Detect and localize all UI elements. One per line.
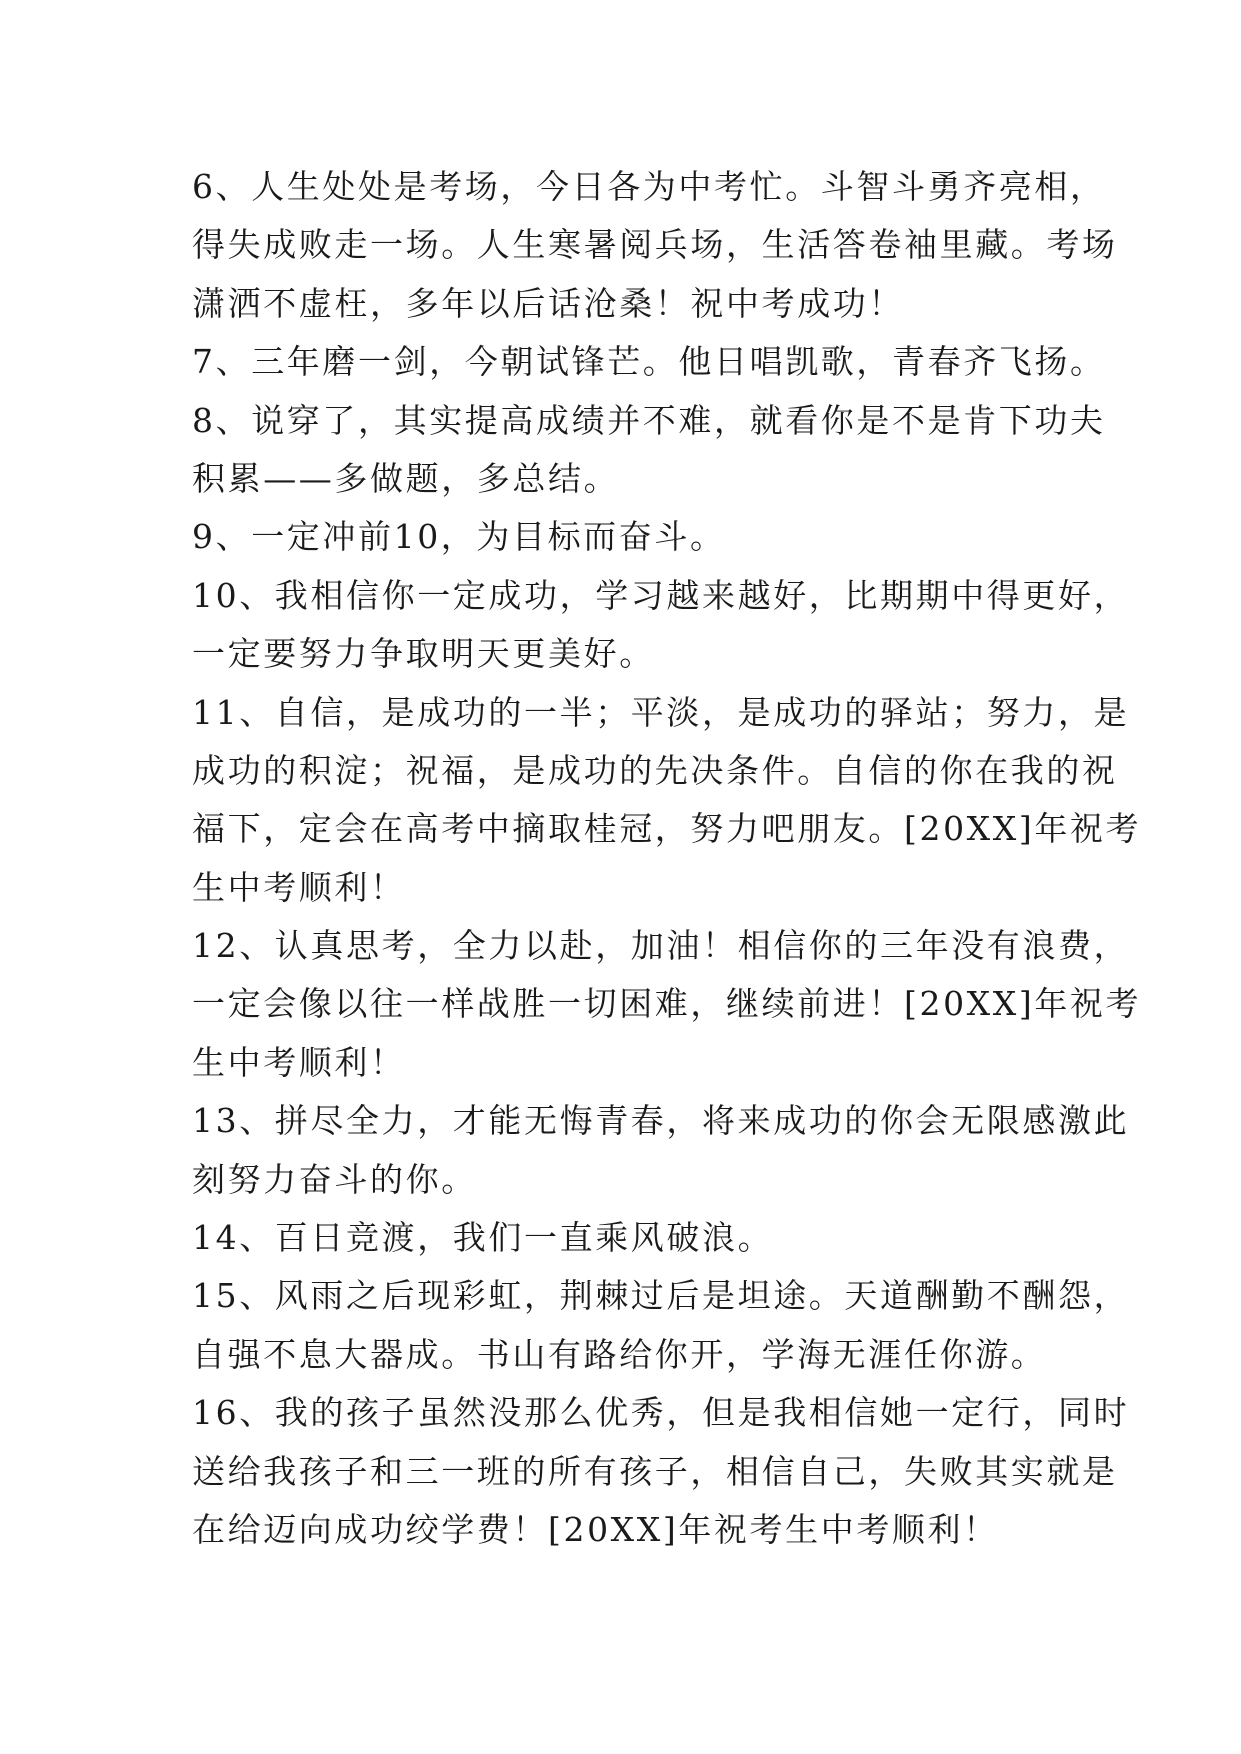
text-line: 一定要努力争取明天更美好。 (192, 634, 655, 674)
text-line: 刻努力奋斗的你。 (192, 1159, 477, 1199)
text-line: 得失成败走一场。人生寒暑阅兵场，生活答卷袖里藏。考场 (192, 225, 1118, 265)
text-line: 潇洒不虚枉，多年以后话沧桑！祝中考成功！ (192, 283, 904, 323)
text-line: 生中考顺利！ (192, 1042, 406, 1082)
document-body (192, 158, 1142, 1559)
text-line: 8、说穿了，其实提高成绩并不难，就看你是不是肯下功夫 (192, 400, 1106, 440)
text-line: 16、我的孩子虽然没那么优秀，但是我相信她一定行，同时 (192, 1393, 1130, 1433)
text-line: 在给迈向成功绞学费！[20XX]年祝考生中考顺利！ (192, 1509, 999, 1549)
text-line: 6、人生处处是考场，今日各为中考忙。斗智斗勇齐亮相， (192, 167, 1106, 206)
text-line: 生中考顺利！ (192, 867, 406, 907)
text-line: 积累——多做题，多总结。 (192, 458, 620, 498)
text-line: 14、百日竞渡，我们一直乘风破浪。 (192, 1218, 774, 1258)
text-line: 11、自信，是成功的一半；平淡，是成功的驿站；努力，是 (192, 692, 1130, 732)
text-line: 福下，定会在高考中摘取桂冠，努力吧朋友。[20XX]年祝考 (192, 809, 1142, 849)
text-line: 成功的积淀；祝福，是成功的先决条件。自信的你在我的祝 (192, 750, 1118, 790)
text-line: 7、三年磨一剑，今朝试锋芒。他日唱凯歌，青春齐飞扬。 (192, 342, 1106, 382)
text-line: 15、风雨之后现彩虹，荆棘过后是坦途。天道酬勤不酬怨， (192, 1276, 1130, 1316)
text-line: 一定会像以往一样战胜一切困难，继续前进！[20XX]年祝考 (192, 984, 1142, 1024)
text-line: 自强不息大器成。书山有路给你开，学海无涯任你游。 (192, 1334, 1047, 1374)
text-line: 10、我相信你一定成功，学习越来越好，比期期中得更好， (192, 575, 1130, 615)
text-line: 9、一定冲前10，为目标而奋斗。 (192, 517, 726, 557)
text-line: 13、拼尽全力，才能无悔青春，将来成功的你会无限感激此 (192, 1101, 1130, 1141)
text-line: 送给我孩子和三一班的所有孩子，相信自己，失败其实就是 (192, 1451, 1118, 1491)
text-line: 12、认真思考，全力以赴，加油！相信你的三年没有浪费， (192, 926, 1130, 966)
